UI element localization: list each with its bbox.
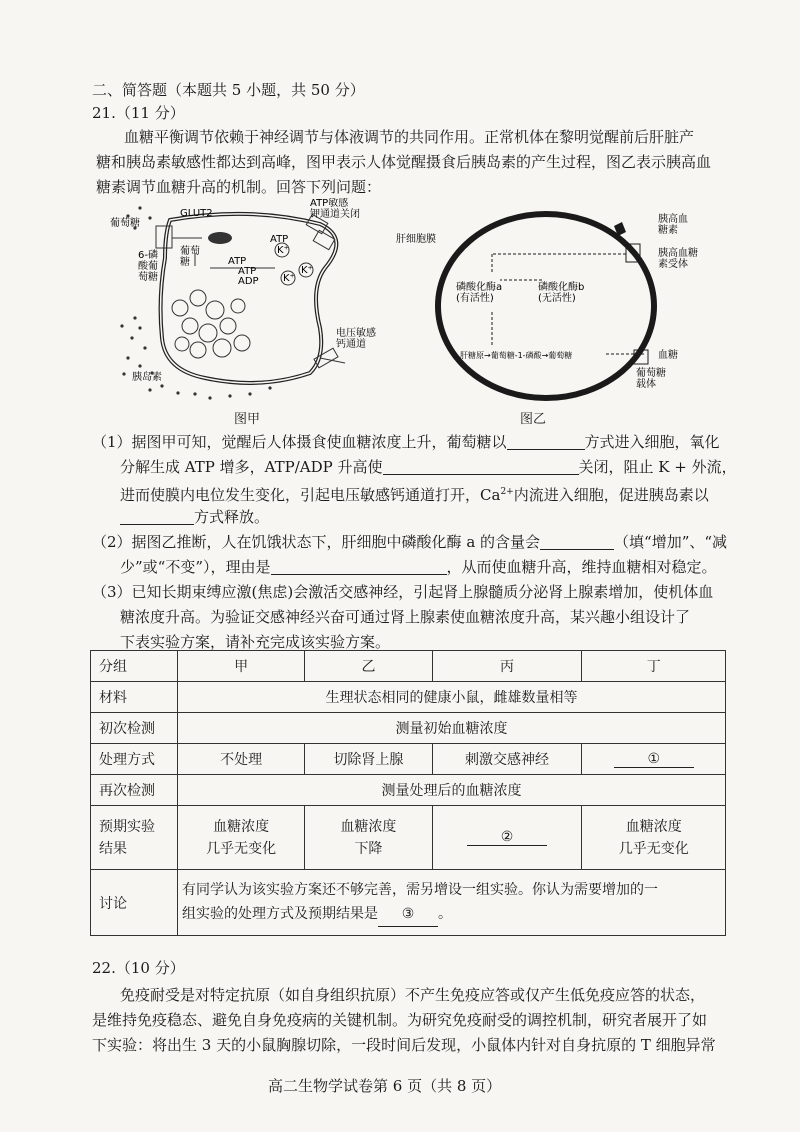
label-insulin: 胰岛素 [132,372,162,383]
label-k1: K⁺ [277,245,289,256]
q22-line-2: 是维持免疫稳态、避免自身免疫病的关键机制。为研究免疫耐受的调控机制，研究者展开了如 [92,1011,708,1029]
group-cell: 丁 [582,651,726,682]
figure-b-caption: 图乙 [520,412,547,427]
table-row [91,775,726,806]
table-header-discuss: 讨论 [91,870,178,936]
q21-sub1-text-3a: 进而使膜内电位发生变化，引起电压敏感钙通道打开，Ca [120,486,501,504]
figure-a-diagram [110,198,400,406]
discuss-line-2 [182,902,721,927]
q21-sub1-line-3 [120,482,709,505]
label-membrane: 肝细胞膜 [396,234,436,245]
label-atp-1: ATP [228,256,247,267]
q21-sub1-text-2a: 分解生成 ATP 增多，ATP/ADP 升高使 [120,458,383,476]
experiment-table [90,650,726,936]
figure-a-caption: 图甲 [234,412,261,427]
q21-intro-line-3: 糖素调节血糖升高的机制。回答下列问题： [96,178,382,196]
group-cell: 乙 [305,651,432,682]
table-header-treat: 处理方式 [91,744,178,775]
group-cell: 丙 [432,651,582,682]
cell-membrane [161,214,337,383]
treat-cell: 不处理 [178,744,305,775]
treat-cell: 刺激交感神经 [432,744,582,775]
table-row [91,713,726,744]
figure-a-labels [110,198,376,383]
expect-cell: 血糖浓度 下降 [305,806,432,870]
q21-sub2-line-2 [120,557,717,577]
answer-blank-4[interactable] [540,533,614,550]
q21-sub2-text-2a: 少”或“不变”），理由是 [120,558,271,576]
label-atp-2: ATP [270,234,289,245]
q21-sub2-text-1b: （填“增加”、“减 [614,533,728,551]
table-row [91,744,726,775]
q21-sub1-line-2 [120,457,737,477]
blank-mark-1: ① [614,751,694,768]
table-row [91,682,726,713]
q21-sub2-text-2b: ，从而使血糖升高，维持血糖相对稳定。 [446,558,717,576]
q21-sub1-line-4 [120,507,269,527]
treat-cell: 切除肾上腺 [305,744,432,775]
label-k2: K⁺ [283,273,295,284]
label-ca-channel: 电压敏感钙通道 [336,328,376,350]
q21-intro-line-2: 糖和胰岛素敏感性都达到高峰，图甲表示人体觉醒摄食后胰岛素的产生过程，图乙表示胰高血 [96,153,712,171]
discuss-text-2a: 组实验的处理方式及预期结果是 [182,906,378,922]
table-header-group: 分组 [91,651,178,682]
q22-line-1: 免疫耐受是对特定抗原（如自身组织抗原）不产生免疫应答或仅产生低免疫应答的状态， [120,986,706,1004]
label-pathway: 肝糖原→葡萄糖-1-磷酸→葡萄糖 [460,351,573,360]
q21-sub3-line-2: 糖浓度升高。为验证交感神经兴奋可通过肾上腺素使血糖浓度升高，某兴趣小组设计了 [120,608,691,626]
q21-sub2-line-1 [92,532,727,552]
q21-sub1-text-4: 方式释放。 [194,508,270,526]
page-footer: 高二生物学试卷第 6 页（共 8 页） [268,1077,502,1095]
answer-blank-5[interactable] [271,558,447,575]
table-row [91,651,726,682]
discuss-line-1: 有同学认为该实验方案还不够完善，需另增设一组实验。你认为需要增加的一 [182,882,658,898]
q21-sub1-text-1b: 方式进入细胞，氧化 [584,433,720,451]
expect-cell: 血糖浓度 几乎无变化 [582,806,726,870]
label-adp: ADP [238,276,259,287]
treat-blank-cell[interactable] [582,744,726,775]
label-glucose: 葡萄糖 [110,218,140,229]
label-glucose-in: 葡萄糖 [180,246,200,268]
table-header-second: 再次检测 [91,775,178,806]
q22-line-3: 下实验：将出生 3 天的小鼠胸腺切除，一段时间后发现，小鼠体内针对自身抗原的 T 细胞异常 [92,1036,716,1054]
material-cell: 生理状态相同的健康小鼠，雌雄数量相等 [178,682,726,713]
label-phospho: 6-磷酸葡萄糖 [138,250,158,283]
blank-mark-3[interactable]: ③ [378,902,438,927]
calcium-superscript: 2+ [500,487,514,497]
table-header-expect: 预期实验 结果 [91,806,178,870]
q21-intro-line-1: 血糖平衡调节依赖于神经调节与体液调节的共同作用。正常机体在黎明觉醒前后肝脏产 [124,128,695,146]
mitochondrion [208,232,232,244]
q21-sub1-line-1 [92,432,720,452]
label-enzyme-a: 磷酸化酶a (有活性) [456,282,503,304]
expect-cell: 血糖浓度 几乎无变化 [178,806,305,870]
blank-mark-2: ② [467,829,547,846]
label-carrier: 葡萄糖载体 [636,368,666,390]
figure-b-diagram [396,204,716,406]
q21-sub3-line-3: 下表实验方案，请补充完成该实验方案。 [120,633,391,651]
answer-blank-2[interactable] [383,458,579,475]
group-cell: 甲 [178,651,305,682]
label-atp-3: ATP [238,266,257,277]
question-22-number: 22.（10 分） [92,959,185,977]
q21-sub1-text-3b: 内流进入细胞，促进胰岛素以 [513,486,709,504]
label-k3: K⁺ [301,265,313,276]
q21-sub1-text-2b: 关闭，阻止 K + 外流， [578,458,737,476]
question-21-number: 21.（11 分） [92,104,185,122]
liver-cell-membrane [438,214,654,398]
discuss-cell [178,870,726,936]
answer-blank-3[interactable] [120,508,194,525]
table-row [91,870,726,936]
section-title: 二、简答题（本题共 5 小题，共 50 分） [92,81,365,99]
label-glucagon: 胰高血糖素 [658,214,688,236]
insulin-vesicles [172,290,250,358]
figure-b-arrows [492,254,646,354]
first-check-cell: 测量初始血糖浓度 [178,713,726,744]
q21-sub3-line-1: （3）已知长期束缚应激(焦虑)会激活交感神经，引起肾上腺髓质分泌肾上腺素增加，使机体血 [92,583,714,601]
label-blood-glucose: 血糖 [658,350,678,361]
label-atp-channel: ATP敏感钾通道关闭 [310,198,360,220]
q21-sub1-text-1a: （1）据图甲可知，觉醒后人体摄食使血糖浓度上升，葡萄糖以 [92,433,507,451]
label-enzyme-b: 磷酸化酶b (无活性) [538,282,585,304]
table-row [91,806,726,870]
label-glut2: GLUT2 [180,208,213,219]
insulin-dots [120,206,271,399]
label-receptor: 胰高血糖素受体 [658,248,698,270]
table-header-material: 材料 [91,682,178,713]
q21-sub2-text-1a: （2）据图乙推断，人在饥饿状态下，肝细胞中磷酸化酶 a 的含量会 [92,533,541,551]
answer-blank-1[interactable] [507,433,585,450]
discuss-text-2b: 。 [438,906,452,922]
expect-blank-cell[interactable] [432,806,582,870]
second-check-cell: 测量处理后的血糖浓度 [178,775,726,806]
table-header-first: 初次检测 [91,713,178,744]
